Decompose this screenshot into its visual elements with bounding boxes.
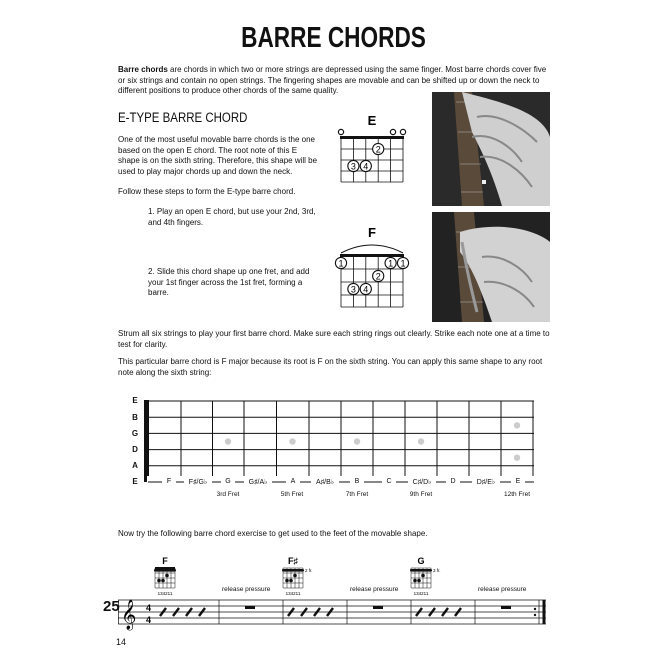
fret-marker-icon bbox=[418, 438, 424, 444]
e-chord-grid bbox=[341, 138, 403, 182]
e-chord-name: E bbox=[367, 113, 377, 128]
fret-marker-icon bbox=[354, 438, 360, 444]
chord-frame-fingering: 134211 bbox=[157, 591, 173, 596]
release-pressure-label: release pressure bbox=[350, 586, 399, 593]
fret-marker-icon bbox=[289, 438, 295, 444]
note-label: F bbox=[162, 478, 176, 485]
note-label: A bbox=[286, 478, 300, 485]
finger-number: 1 bbox=[400, 258, 406, 269]
string-label: D bbox=[132, 445, 138, 454]
finger-number: 1 bbox=[338, 258, 344, 269]
chord-frame-name: F bbox=[162, 556, 168, 566]
fret-number-label: 5th Fret bbox=[280, 491, 304, 498]
finger-number: 2 bbox=[375, 271, 381, 282]
step-2: 2. Slide this chord shape up one fret, and add your 1st finger across the 1st fret, forming a barre. bbox=[148, 267, 310, 298]
intro-text: are chords in which two or more strings are depressed using the same finger. Most barre chords cover five or six strings and contain no open strings. The fingering shapes are movable and can be shifted up or down the neck to different positions to produce other chords of the same quality. bbox=[118, 65, 547, 96]
finger-number: 3 bbox=[350, 284, 356, 295]
string-label: G bbox=[131, 429, 139, 438]
treble-clef-icon: 𝄞 bbox=[121, 599, 137, 629]
para-5: Now try the following barre chord exercise to get used to the feet of the movable shape. bbox=[118, 529, 428, 538]
f-chord-diagram bbox=[330, 223, 414, 313]
string-label: E bbox=[132, 477, 138, 486]
fret-marker-icon bbox=[514, 455, 520, 461]
note-label: C bbox=[382, 478, 396, 485]
fretboard-grid bbox=[144, 396, 554, 486]
note-label: D bbox=[446, 478, 460, 485]
finger-number: 3 bbox=[350, 161, 356, 172]
finger-number: 4 bbox=[363, 161, 369, 172]
f-chord-name: F bbox=[368, 225, 376, 240]
para-3: Strum all six strings to play your first barre chord. Make sure each string rings out clearly. Strike each note one at a time to test for clarity. bbox=[118, 329, 550, 349]
hand-photo-f-chord bbox=[432, 212, 550, 322]
fret-number-label: 9th Fret bbox=[409, 491, 433, 498]
fretboard-nut bbox=[144, 400, 149, 482]
note-label: A♯/B♭ bbox=[311, 478, 339, 486]
whole-rest-icon bbox=[373, 606, 383, 609]
note-label: E bbox=[511, 478, 525, 485]
para-2: Follow these steps to form the E-type barre chord. bbox=[118, 187, 296, 196]
measure-number: 25 bbox=[103, 598, 120, 615]
note-label: F♯/G♭ bbox=[184, 478, 212, 486]
para-4: This particular barre chord is F major because its root is F on the sixth string. You can apply this same shape to any root note along the sixth string: bbox=[118, 357, 543, 377]
release-pressure-label: release pressure bbox=[478, 586, 527, 593]
time-signature-bottom: 4 bbox=[146, 615, 152, 625]
page-title: BARRE CHORDS bbox=[241, 22, 426, 54]
open-string-icon bbox=[400, 129, 405, 134]
note-label: G bbox=[221, 478, 235, 485]
fret-marker-icon bbox=[514, 422, 520, 428]
step-1: 1. Play an open E chord, but use your 2nd, 3rd, and 4th fingers. bbox=[148, 207, 316, 227]
open-string-icon bbox=[338, 129, 343, 134]
string-label: B bbox=[132, 413, 138, 422]
open-string-icon bbox=[390, 129, 395, 134]
finger-number: 1 bbox=[388, 258, 394, 269]
finger-number: 4 bbox=[363, 284, 369, 295]
chord-frame-fingering: 134211 bbox=[285, 591, 301, 596]
chord-frame-fret: 3 fr. bbox=[433, 568, 441, 573]
string-label: A bbox=[132, 461, 138, 470]
note-label: G♯/A♭ bbox=[244, 478, 272, 486]
whole-rest-icon bbox=[501, 606, 511, 609]
fret-number-label: 3rd Fret bbox=[216, 491, 240, 498]
fret-marker-icon bbox=[225, 438, 231, 444]
music-staff bbox=[118, 592, 550, 632]
section-heading: E-TYPE BARRE CHORD bbox=[118, 110, 248, 125]
chord-frame-name: F♯ bbox=[288, 556, 298, 566]
chord-frame-name: G bbox=[417, 556, 425, 566]
time-signature-top: 4 bbox=[146, 603, 152, 613]
finger-number: 2 bbox=[375, 144, 381, 155]
release-pressure-label: release pressure bbox=[222, 586, 271, 593]
whole-rest-icon bbox=[245, 606, 255, 609]
nut bbox=[340, 136, 404, 139]
e-chord-diagram bbox=[330, 110, 414, 186]
chord-frame-fret: 2 fr. bbox=[305, 568, 313, 573]
note-label: C♯/D♭ bbox=[408, 478, 436, 486]
note-label: D♯/E♭ bbox=[472, 478, 500, 486]
fret-number-label: 12th Fret bbox=[503, 491, 530, 498]
para-1: One of the most useful movable barre chords is the one based on the open E chord. The root note of this E shape is on the sixth string. Therefore, this shape will be used to play major chords up and down the neck. bbox=[118, 135, 318, 176]
intro-bold-term: Barre chords bbox=[118, 65, 168, 74]
hand-photo-e-chord bbox=[432, 92, 550, 206]
string-label: E bbox=[132, 396, 138, 405]
page-number: 14 bbox=[116, 637, 127, 647]
note-label: B bbox=[350, 478, 364, 485]
chord-frame-fingering: 134211 bbox=[413, 591, 429, 596]
fret-number-label: 7th Fret bbox=[345, 491, 369, 498]
nut bbox=[340, 254, 404, 257]
barre-arc-icon bbox=[341, 245, 403, 253]
